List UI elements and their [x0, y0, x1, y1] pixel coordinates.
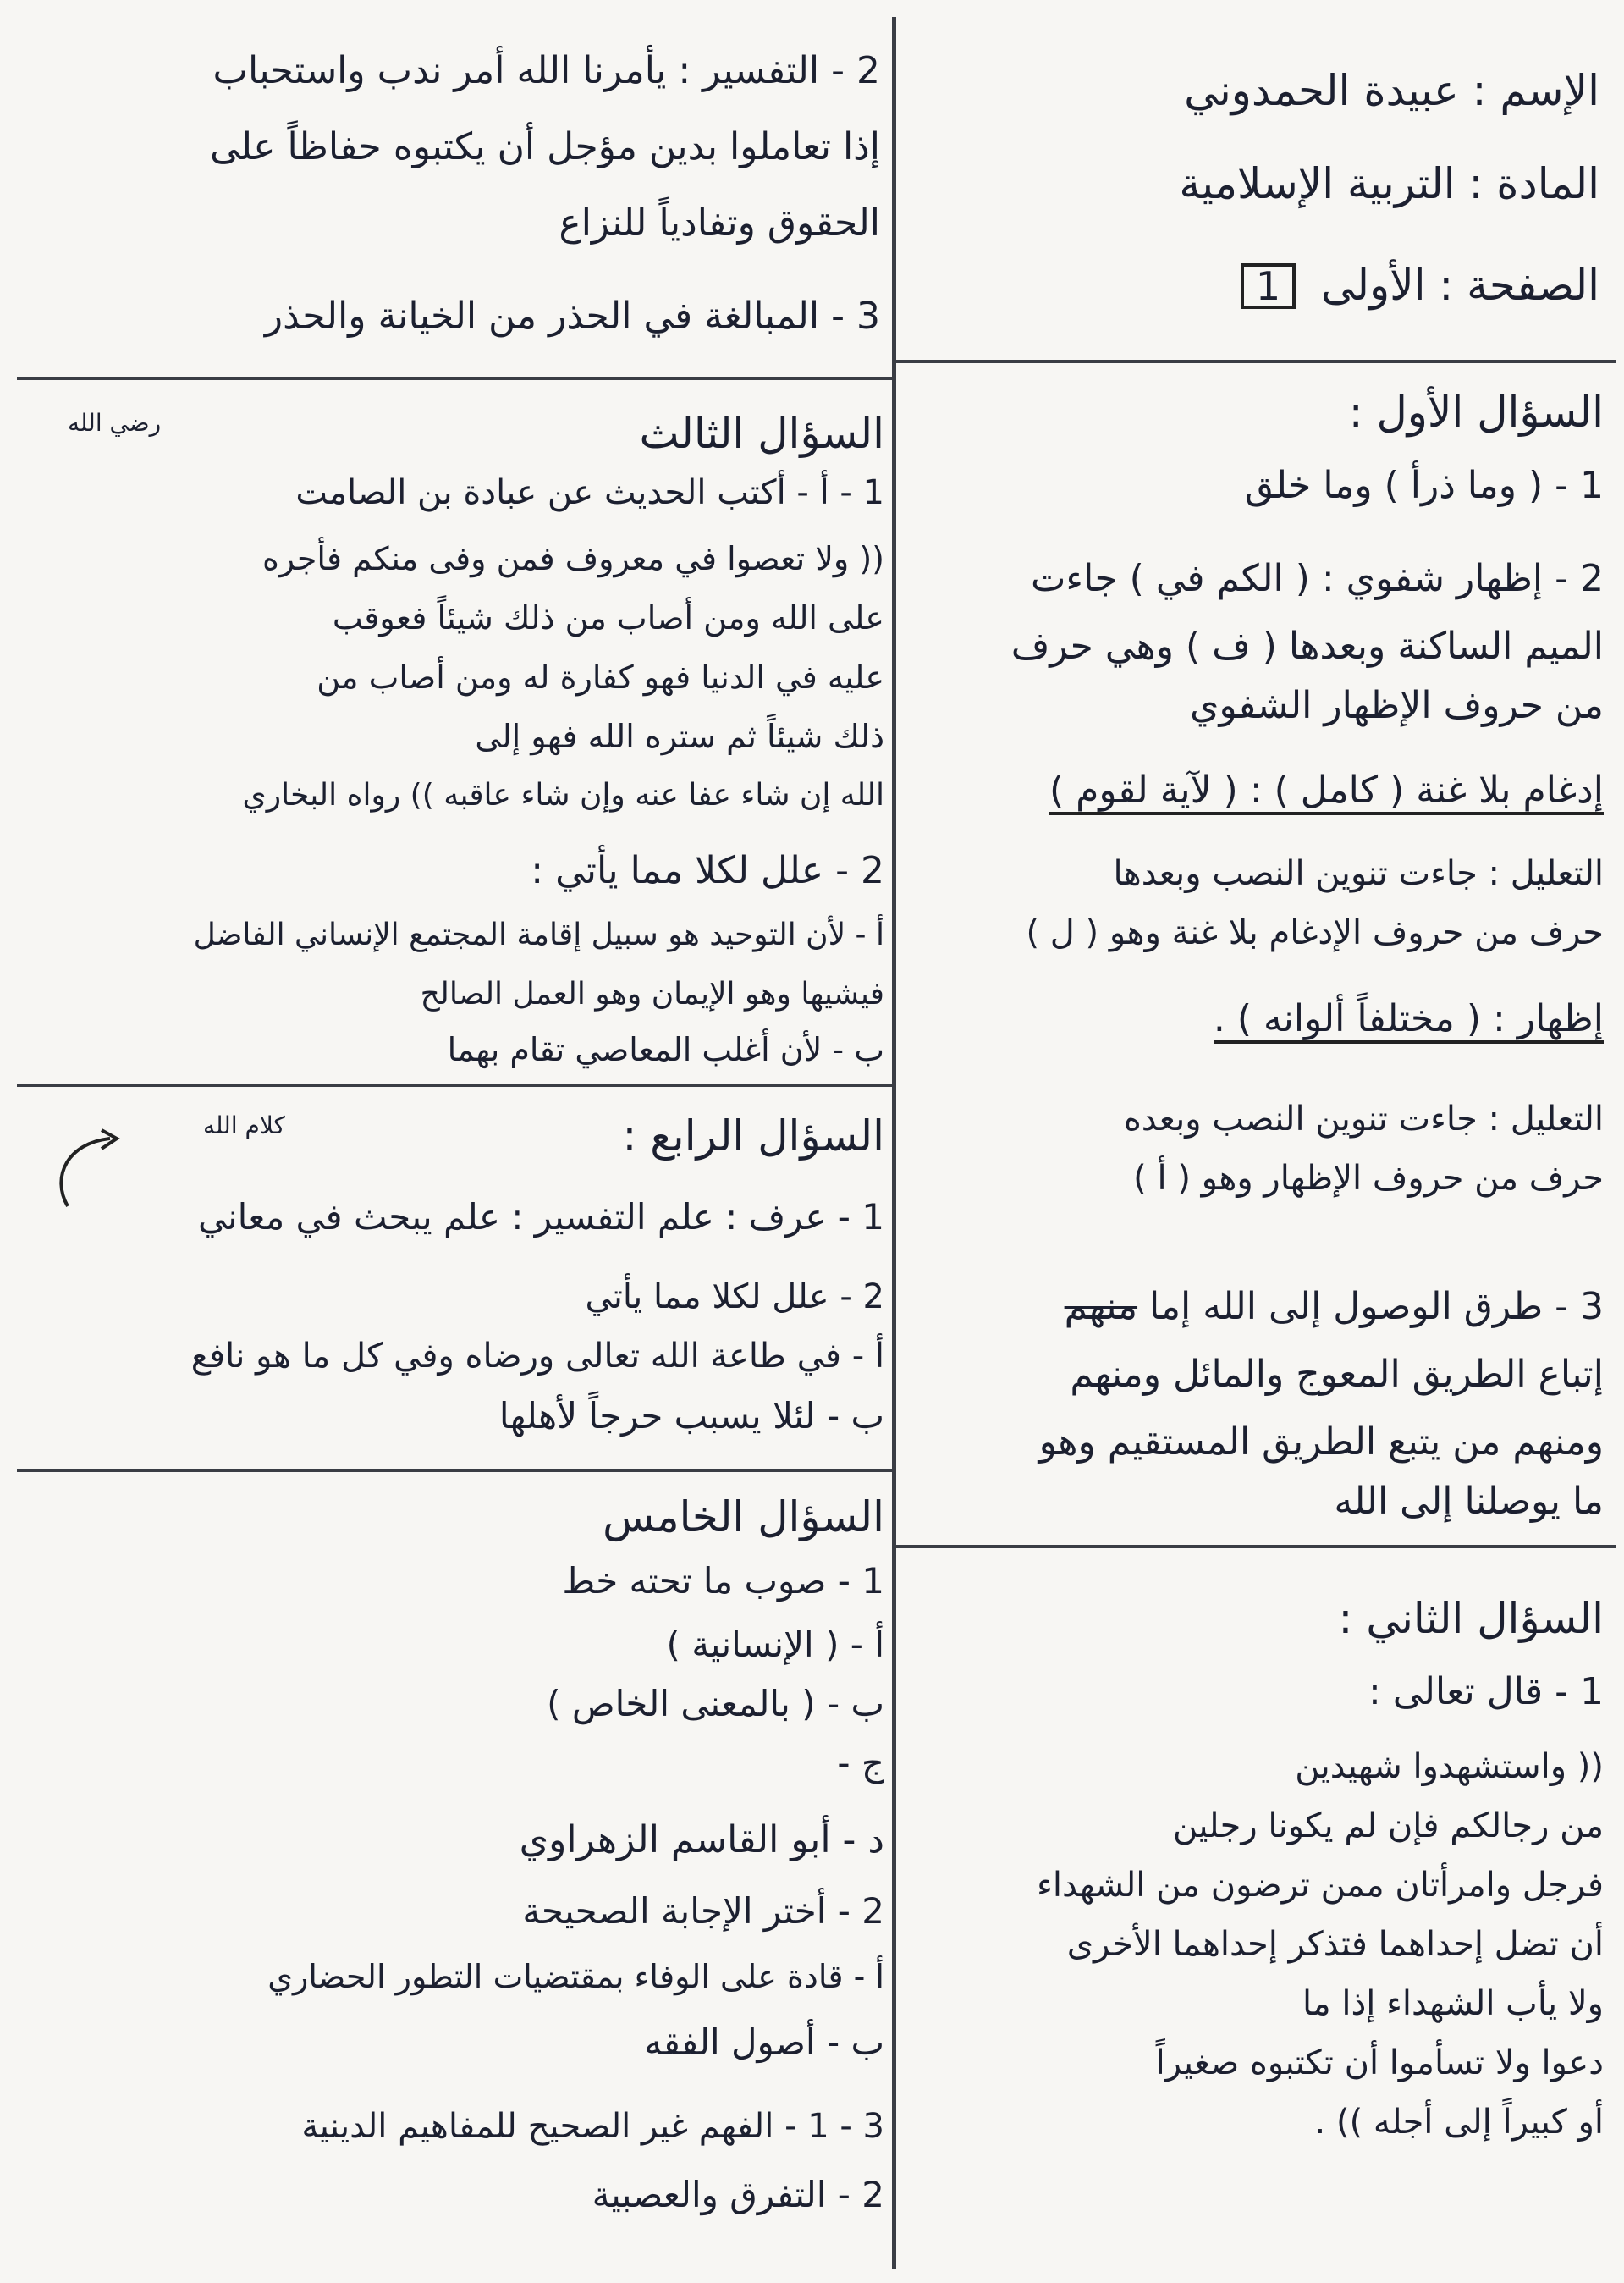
q3-line-9: فيشيها وهو الإيمان وهو العمل الصالح [420, 977, 884, 1012]
q1-line-12: إتباع الطريق المعوج والمائل ومنهم [1070, 1353, 1604, 1396]
q2-line-3: من رجالكم فإن لم يكونا رجلين [1172, 1806, 1604, 1845]
q4-line-4: ب - لئلا يسبب حرجاً لأهلها [498, 1395, 884, 1437]
rule-left-1 [17, 377, 892, 380]
q2-answer-3: 3 - المبالغة في الحذر من الخيانة والحذر [264, 295, 880, 338]
q2-tafsir-line-1: 2 - التفسير : يأمرنا الله أمر ندب واستحباب [212, 49, 880, 92]
struck-word: منهم [1064, 1285, 1138, 1328]
q5-line-7: أ - قادة على الوفاء بمقتضيات التطور الحضاري [267, 1958, 884, 1995]
q2-line-7: دعوا ولا تسأموا أن تكتبوه صغيراً [1155, 2043, 1604, 2082]
q2-line-2: (( واستشهدوا شهيدين [1295, 1747, 1604, 1786]
q2-continuation [25, 34, 880, 372]
center-divider [892, 17, 896, 2269]
q1-title: السؤال الأول : [1348, 388, 1604, 437]
q5-line-9: 3 - 1 - الفهم غير الصحيح للمفاهيم الدينية [301, 2107, 884, 2146]
name-line: الإسم : عبيدة الحمدوني [1184, 66, 1599, 115]
q1-line-9: التعليل : جاءت تنوين النصب وبعده [1123, 1100, 1604, 1139]
q1-line-14: ما يوصلنا إلى الله [1334, 1480, 1604, 1523]
q3-line-4: عليه في الدنيا فهو كفارة له ومن أصاب من [317, 659, 884, 696]
q1-line-4: من حروف الإظهار الشفوي [1190, 684, 1604, 727]
q1-line-11-text: 3 - طرق الوصول إلى الله إما [1149, 1285, 1604, 1328]
q1-line-3: الميم الساكنة وبعدها ( ف ) وهي حرف [1010, 625, 1604, 668]
q2-section [910, 1553, 1604, 2273]
page-line [914, 262, 1599, 309]
q5-line-2: أ - ( الإنسانية ) [666, 1624, 884, 1665]
rule-right-1 [896, 360, 1616, 363]
q2-line-1: 1 - قال تعالى : [1368, 1670, 1604, 1713]
q5-line-5: د - أبو القاسم الزهراوي [519, 1818, 884, 1861]
q3-line-6: الله إن شاء عفا عنه وإن شاء عاقبه )) رواه البخاري [242, 778, 884, 813]
q5-line-3: ب - ( بالمعنى الخاص ) [547, 1683, 884, 1724]
q5-line-1: 1 - صوب ما تحته خط [562, 1560, 884, 1602]
q2-line-5: أن تضل إحداهما فتذكر إحداهما الأخرى [1066, 1925, 1604, 1964]
q3-title: السؤال الثالث [639, 409, 884, 458]
q2-tafsir-line-2: إذا تعاملوا بدين مؤجل أن يكتبوه حفاظاً على [209, 125, 880, 168]
subject-line: المادة : التربية الإسلامية [1179, 159, 1599, 208]
q3-section [25, 385, 884, 1079]
q3-line-3: على الله ومن أصاب من ذلك شيئاً فعوقب [332, 599, 884, 637]
q4-line-3: أ - في طاعة الله تعالى ورضاه وفي كل ما هو نافع [190, 1337, 884, 1376]
q1-line-13: ومنهم من يتبع الطريق المستقيم وهو [1038, 1420, 1604, 1464]
q5-section [25, 1477, 884, 2273]
q3-line-8: أ - لأن التوحيد هو سبيل إقامة المجتمع الإنساني الفاضل [193, 918, 884, 952]
q4-title: السؤال الرابع : [622, 1111, 884, 1161]
rule-right-2 [896, 1545, 1616, 1548]
q5-line-4: ج - [837, 1742, 884, 1784]
q3-line-10: ب - لأن أغلب المعاصي تقام بهما [447, 1031, 884, 1068]
header-block [914, 34, 1599, 356]
q2-line-8: أو كبيراً إلى أجله )) . [1314, 2103, 1604, 2142]
q5-title: السؤال الخامس [603, 1492, 884, 1541]
izhar-label: إظهار : ( مختلفاً ألوانه ) . [1214, 997, 1604, 1044]
q3-line-5: ذلك شيئاً ثم ستره الله فهو إلى [475, 718, 884, 755]
q4-line-1: 1 - عرف : علم التفسير : علم يبحث في معاني [197, 1196, 884, 1238]
q1-line-1: 1 - ( وما ذرأ ) وما خلق [1244, 464, 1604, 507]
q1-line-6: التعليل : جاءت تنوين النصب وبعدها [1113, 854, 1604, 893]
q5-line-6: 2 - أختر الإجابة الصحيحة [522, 1890, 884, 1932]
q1-line-7: حرف من حروف الإدغام بلا غنة وهو ( ل ) [1026, 913, 1604, 952]
q1-line-11 [910, 1287, 1604, 1327]
rule-left-2 [17, 1084, 892, 1087]
q5-line-10: 2 - التفرق والعصبية [592, 2174, 884, 2215]
q2-line-6: ولا يأب الشهداء إذا ما [1302, 1984, 1604, 2023]
idgham-label: إدغام بلا غنة ( كامل ) : ( لآية لقوم ) [1049, 769, 1604, 815]
q1-section [910, 372, 1604, 1541]
q3-line-2: (( ولا تعصوا في معروف فمن وفى منكم فأجره [261, 540, 884, 577]
page-number-box: 1 [1241, 263, 1296, 309]
rule-left-3 [17, 1469, 892, 1472]
page-label: الصفحة : الأولى [1321, 261, 1599, 310]
q1-line-10: حرف من حروف الإظهار وهو ( أ ) [1133, 1159, 1604, 1198]
q3-note: رضي الله [68, 409, 162, 437]
q4-line-2: 2 - علل لكلا مما يأتي [585, 1277, 884, 1316]
q2-line-4: فرجل وامرأتان ممن ترضون من الشهداء [1037, 1866, 1604, 1905]
q3-line-1: 1 - أ - أكتب الحديث عن عبادة بن الصامت [295, 473, 884, 512]
q2-tafsir-line-3: الحقوق وتفادياً للنزاع [559, 201, 880, 245]
q4-note: كلام الله [203, 1111, 285, 1139]
q1-line-2: 2 - إظهار شفوي : ( الكم في ) جاءت [1030, 557, 1604, 600]
q3-line-7: 2 - علل لكلا مما يأتي : [531, 849, 884, 892]
q2-title: السؤال الثاني : [1338, 1594, 1604, 1643]
q1-line-5 [910, 770, 1604, 811]
q1-line-8 [910, 999, 1604, 1039]
q5-line-8: ب - أصول الفقه [644, 2021, 884, 2063]
q4-section [25, 1092, 884, 1464]
